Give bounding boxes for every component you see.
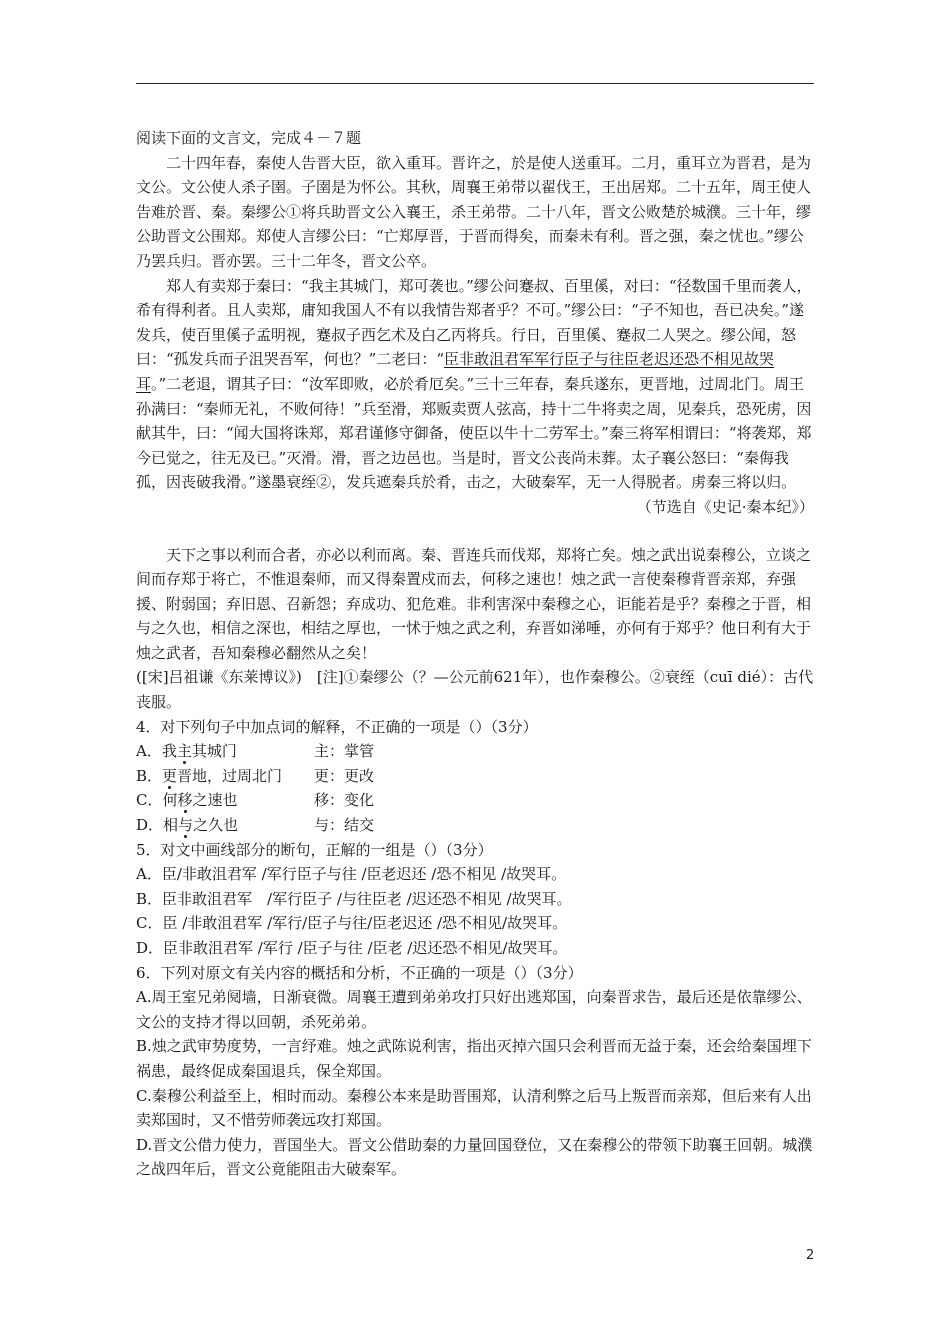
passage1-paragraph-2 <box>136 274 816 495</box>
option-meaning: 更：更改 <box>314 766 375 785</box>
instruction: 阅读下面的文言文，完成４－７题 <box>136 129 362 147</box>
question-4-option-d <box>136 813 816 838</box>
question-5-stem: 5．对文中画线部分的断句，正解的一组是（）（3分） <box>136 840 493 859</box>
option-meaning: 主：掌管 <box>314 742 375 761</box>
question-6-option-b: B.烛之武审势度势，一言纾难。烛之武陈说利害，指出灭掉六国只会利晋而无益于秦，还会给秦国埋下祸患，最终促成秦国退兵，保全郑国。 <box>136 1037 812 1080</box>
option-text: 晋地，过周北门 <box>177 766 283 785</box>
question-6-option-d: D.晋文公借力使力，晋国坐大。晋文公借助秦的力量回国登位，又在秦穆公的带领下助襄王回朝。城濮之战四年后，晋文公竟能阻击大破秦军。 <box>136 1135 813 1179</box>
option-sentence <box>136 739 314 764</box>
option-text: 何 <box>162 791 178 810</box>
option-text: 之久也 <box>193 816 239 835</box>
section-gap <box>136 520 816 543</box>
option-text: 我 <box>161 742 177 761</box>
option-meaning: 移：变化 <box>314 791 375 810</box>
passage1-paragraph-2-text: 郑人有卖郑于秦曰：“我主其城门，郑可袭也。”缪公问蹇叔、百里傒，对曰：“径数国千里而袭人，希有得利者。且人卖郑，庸知我国人不有以我情告郑者乎？不可。”缪公曰：“子不知也，吾已决矣。”遂发兵，使百里傒子孟明视，蹇叔子西乞术及白乙丙将兵。行日，百里傒、蹇叔二人哭之。缪公闻，怒曰：“孤发兵而子沮哭吾军，何也？”二老曰：“ <box>136 276 812 369</box>
question-6-stem: 6．下列对原文有关内容的概括和分析，不正确的一项是（）（3分） <box>136 963 583 982</box>
passage2-paragraph-1: 天下之事以利而合者，亦必以利而离。秦、晋连兵而伐郑，郑将亡矣。烛之武出说秦穆公，立谈之间而存郑于将亡，不惟退秦师，而又得秦置戍而去，何移之速也！烛之武一言使秦穆背晋亲郑，弃强援、附弱国；弃旧恩、召新怨；弃成功、犯危难。非利害深中秦穆之心，讵能若是乎？秦穆之于晋，相与之久也，相信之深也，相结之厚也，一怵于烛之武之利，弃晋如涕唾，亦何有于郑乎？他日利有大于烛之武者，吾知秦穆必翻然从之矣！ <box>136 545 812 662</box>
question-6-option-a: A.周王室兄弟阋墙，日渐衰微。周襄王遭到弟弟攻打只好出逃郑国，向秦晋求告，最后还是依靠缪公、文公的支持才得以回朝，杀死弟弟。 <box>136 988 812 1031</box>
option-letter: C． <box>136 791 163 810</box>
question-4-option-a <box>136 739 816 764</box>
dotted-word: 与 <box>178 816 194 835</box>
page-number: 2 <box>806 1248 815 1263</box>
passage1-paragraph-1: 二十四年春，秦使人告晋大臣，欲入重耳。晋许之，於是使人送重耳。二月，重耳立为晋君，是为文公。文公使人杀子圉。子圉是为怀公。其秋，周襄王弟带以翟伐王，王出居郑。二十五年，周王使人告难於晋、秦。秦缪公①将兵助晋文公入襄王，杀王弟带。二十八年，晋文公败楚於城濮。三十年，缪公助晋文公围郑。郑使人言缪公曰：“亡郑厚晋，于晋而得矣，而秦未有利。晋之强，秦之忧也。”缪公乃罢兵归。晋亦罢。三十二年冬，晋文公卒。 <box>136 153 812 270</box>
dotted-word: 主 <box>176 742 192 761</box>
option-letter: A． <box>136 742 162 761</box>
question-5-option-d: D．臣非敢沮君军 /军行 /臣子与往 /臣老 /迟还恐不相见/故哭耳。 <box>136 939 568 957</box>
question-5-option-a: A．臣/非敢沮君军 /军行臣子与往 /臣老迟还 /恐不相见 /故哭耳。 <box>136 865 567 884</box>
option-sentence <box>136 813 314 838</box>
question-4-option-c <box>136 788 816 813</box>
passage2-note: ([宋]吕祖谦《东莱博议》) [注]①秦缪公（？—公元前621年），也作秦穆公。②衰绖（cuī dié）：古代丧服。 <box>136 668 814 712</box>
underlined-sentence: 臣非敢沮君军军行臣子与往臣老迟还恐不相见故哭耳 <box>136 350 775 393</box>
question-5-option-c: C．臣 /非敢沮君军 /军行/臣子与往/臣老迟还 /恐不相见/故哭耳。 <box>136 914 568 933</box>
option-text: 之速也 <box>192 791 238 810</box>
header-rule <box>136 83 814 84</box>
passage1-source: （节选自《史记·秦本纪》） <box>636 497 814 516</box>
option-meaning: 与：结交 <box>314 816 375 835</box>
question-6-option-c: C.秦穆公利益至上，相时而动。秦穆公本来是助晋围郑，认清利弊之后马上叛晋而亲郑，但后来有人出卖郑国时，又不惜劳师袭远攻打郑国。 <box>136 1086 812 1130</box>
question-5-option-b: B．臣非敢沮君军 /军行臣子 /与往臣老 /迟还恐不相见 /故哭耳。 <box>136 889 572 908</box>
option-letter: B． <box>136 766 163 785</box>
option-sentence <box>136 764 314 789</box>
option-letter: D． <box>136 816 164 835</box>
question-4-option-b <box>136 764 816 789</box>
option-sentence <box>136 788 314 813</box>
passage1-paragraph-2-rest: 。”二老退，谓其子曰：“汝军即败，必於肴厄矣。”三十三年春，秦兵遂东，更晋地，过周北门。周王孙满曰：“秦师无礼，不败何待！”兵至滑，郑贩卖贾人弦高，持十二牛将卖之周，见秦兵，恐死虏，因献其牛，曰：“闻大国将诛郑，郑君谨修守御备，使臣以牛十二劳军士。”秦三将军相谓曰：“将袭郑，郑今已觉之，往无及已。”灭滑。滑，晋之边邑也。当是时，晋文公丧尚未葬。太子襄公怒曰：“秦侮我孤，因丧破我滑。”遂墨衰绖②，发兵遮秦兵於肴，击之，大破秦军，无一人得脱者。虏秦三将以归。 <box>136 374 812 492</box>
question-4-stem: 4．对下列句子中加点词的解释，不正确的一项是（）（3分） <box>136 717 538 736</box>
dotted-word: 移 <box>177 791 193 810</box>
document-body <box>136 126 816 1182</box>
option-text: 其城门 <box>191 742 237 761</box>
dotted-word: 更 <box>162 766 178 785</box>
option-text: 相 <box>163 816 179 835</box>
